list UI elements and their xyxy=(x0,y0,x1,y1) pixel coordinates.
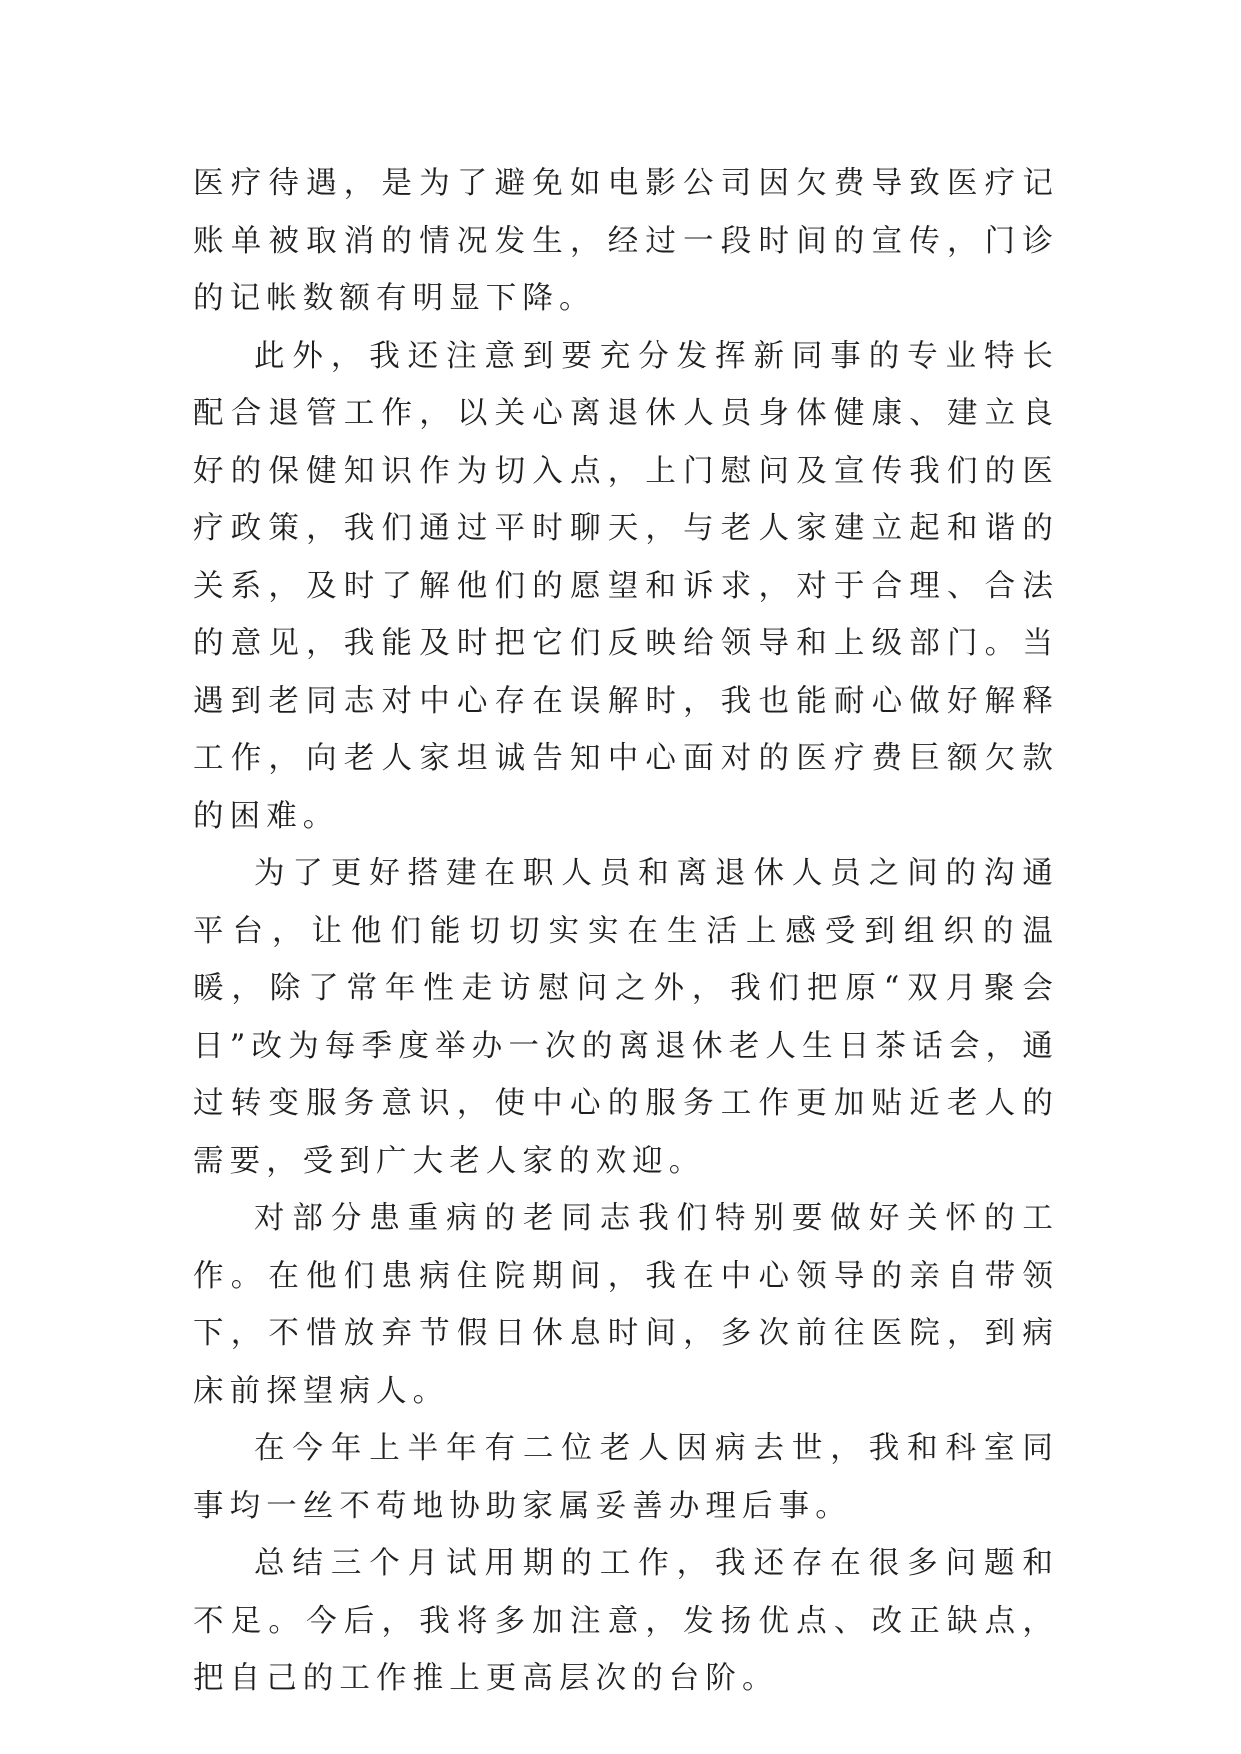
paragraph-communication-platform: 为了更好搭建在职人员和离退休人员之间的沟通平台，让他们能切切实实在生活上感受到组织的温暖，除了常年性走访慰问之外，我们把原“双月聚会日”改为每季度举办一次的离退休老人生日茶话会，通过转变服务意识，使中心的服务工作更加贴近老人的需要，受到广大老人家的欢迎。 xyxy=(193,856,1059,1179)
paragraph-hospital-visits: 对部分患重病的老同志我们特别要做好关怀的工作。在他们患病住院期间，我在中心领导的亲自带领下，不惜放弃节假日休息时间，多次前往医院，到病床前探望病人。 xyxy=(193,1201,1059,1409)
paragraph-retiree-care: 此外，我还注意到要充分发挥新同事的专业特长配合退管工作，以关心离退休人员身体健康、建立良好的保健知识作为切入点，上门慰问及宣传我们的医疗政策，我们通过平时聊天，与老人家建立起和谐的关系，及时了解他们的愿望和诉求，对于合理、合法的意见，我能及时把它们反映给领导和上级部门。当遇到老同志对中心存在误解时，我也能耐心做好解释工作，向老人家坦诚告知中心面对的医疗费巨额欠款的困难。 xyxy=(193,338,1059,834)
paragraph-medical-treatment: 医疗待遇，是为了避免如电影公司因欠费导致医疗记账单被取消的情况发生，经过一段时间的宣传，门诊的记帐数额有明显下降。 xyxy=(193,166,1059,316)
paragraph-summary: 总结三个月试用期的工作，我还存在很多问题和不足。今后，我将多加注意，发扬优点、改正缺点，把自己的工作推上更高层次的台阶。 xyxy=(193,1546,1059,1696)
document-page xyxy=(193,155,1059,1708)
paragraph-funeral-assistance: 在今年上半年有二位老人因病去世，我和科室同事均一丝不苟地协助家属妥善办理后事。 xyxy=(193,1431,1059,1524)
